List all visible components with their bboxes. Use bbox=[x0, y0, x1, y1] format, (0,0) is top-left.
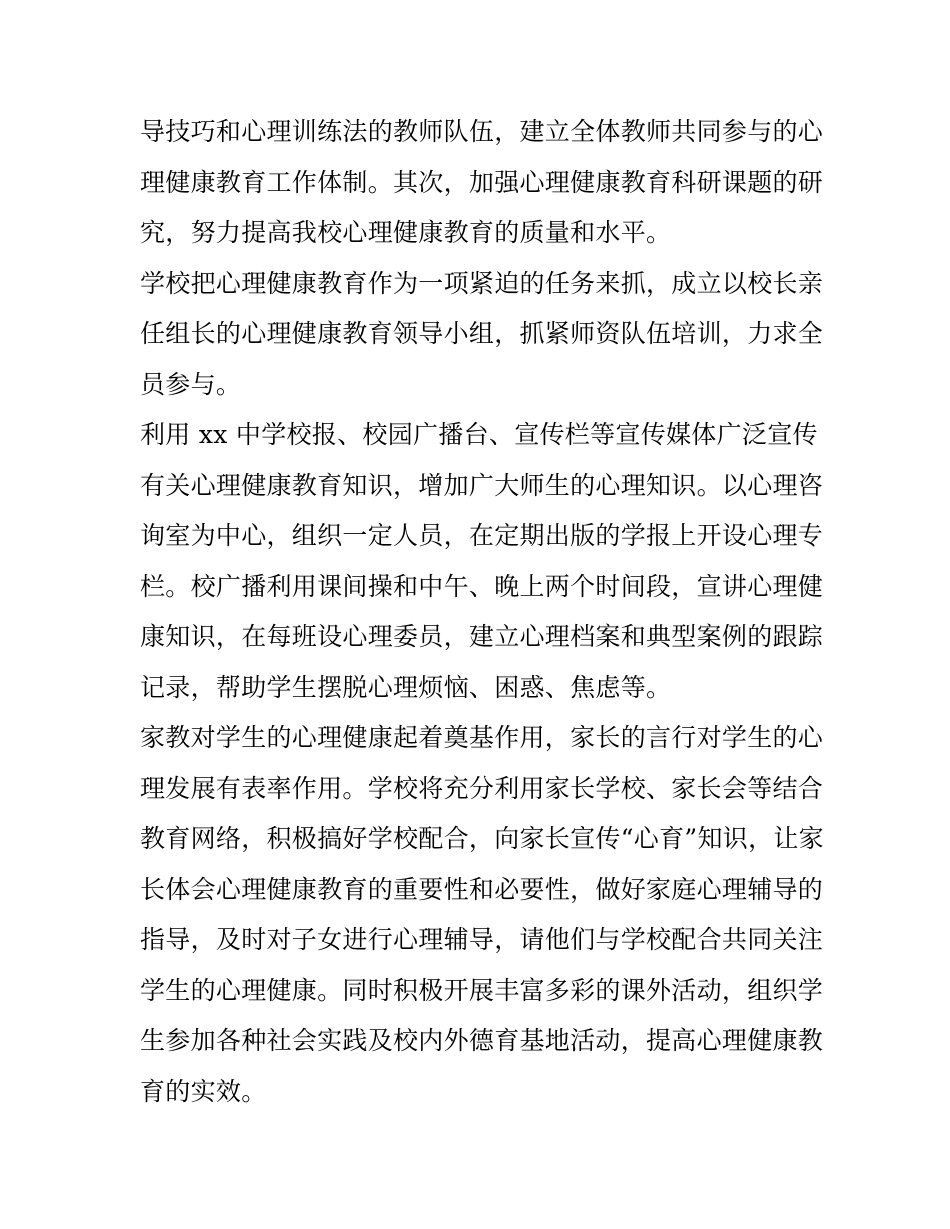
text-line: 家教对学生的心理健康起着奠基作用，家长的言行对学生的心 bbox=[140, 723, 824, 752]
text-line: 指导，及时对子女进行心理辅导，请他们与学校配合共同关注 bbox=[140, 925, 824, 954]
text-line: 长体会心理健康教育的重要性和必要性，做好家庭心理辅导的 bbox=[140, 874, 824, 904]
text-line: 生参加各种社会实践及校内外德育基地活动，提高心理健康教 bbox=[140, 1026, 824, 1055]
text-line: 导技巧和心理训练法的教师队伍，建立全体教师共同参与的心 bbox=[140, 117, 824, 146]
text-line: 理发展有表率作用。学校将充分利用家长学校、家长会等结合 bbox=[140, 773, 824, 803]
paragraph-3 bbox=[140, 410, 824, 713]
text-line: 有关心理健康教育知识，增加广大师生的心理知识。以心理咨 bbox=[140, 470, 824, 500]
text-line: 育的实效。 bbox=[140, 1076, 267, 1106]
paragraph-2 bbox=[140, 259, 824, 411]
text-line: 教育网络，积极搞好学校配合，向家长宣传“心育”知识，让家 bbox=[140, 824, 824, 853]
text-line: 员参与。 bbox=[140, 369, 242, 399]
text-line: 栏。校广播利用课间操和中午、晚上两个时间段，宣讲心理健 bbox=[140, 571, 824, 601]
text-line: 理健康教育工作体制。其次，加强心理健康教育科研课题的研 bbox=[140, 167, 824, 197]
text-line: 学生的心理健康。同时积极开展丰富多彩的课外活动，组织学 bbox=[140, 975, 824, 1005]
text-line: 究，努力提高我校心理健康教育的质量和水平。 bbox=[140, 218, 672, 247]
text-line: 记录，帮助学生摆脱心理烦恼、困惑、焦虑等。 bbox=[140, 672, 672, 702]
document-body bbox=[140, 107, 824, 1117]
text-line: 利用 xx 中学校报、校园广播台、宣传栏等宣传媒体广泛宣传 bbox=[140, 420, 818, 449]
text-line: 任组长的心理健康教育领导小组，抓紧师资队伍培训，力求全 bbox=[140, 319, 824, 348]
paragraph-1 bbox=[140, 107, 824, 259]
text-line: 康知识，在每班设心理委员，建立心理档案和典型案例的跟踪 bbox=[140, 622, 824, 651]
paragraph-4 bbox=[140, 713, 824, 1117]
text-line: 询室为中心，组织一定人员，在定期出版的学报上开设心理专 bbox=[140, 521, 824, 550]
text-line: 学校把心理健康教育作为一项紧迫的任务来抓，成立以校长亲 bbox=[140, 268, 824, 298]
